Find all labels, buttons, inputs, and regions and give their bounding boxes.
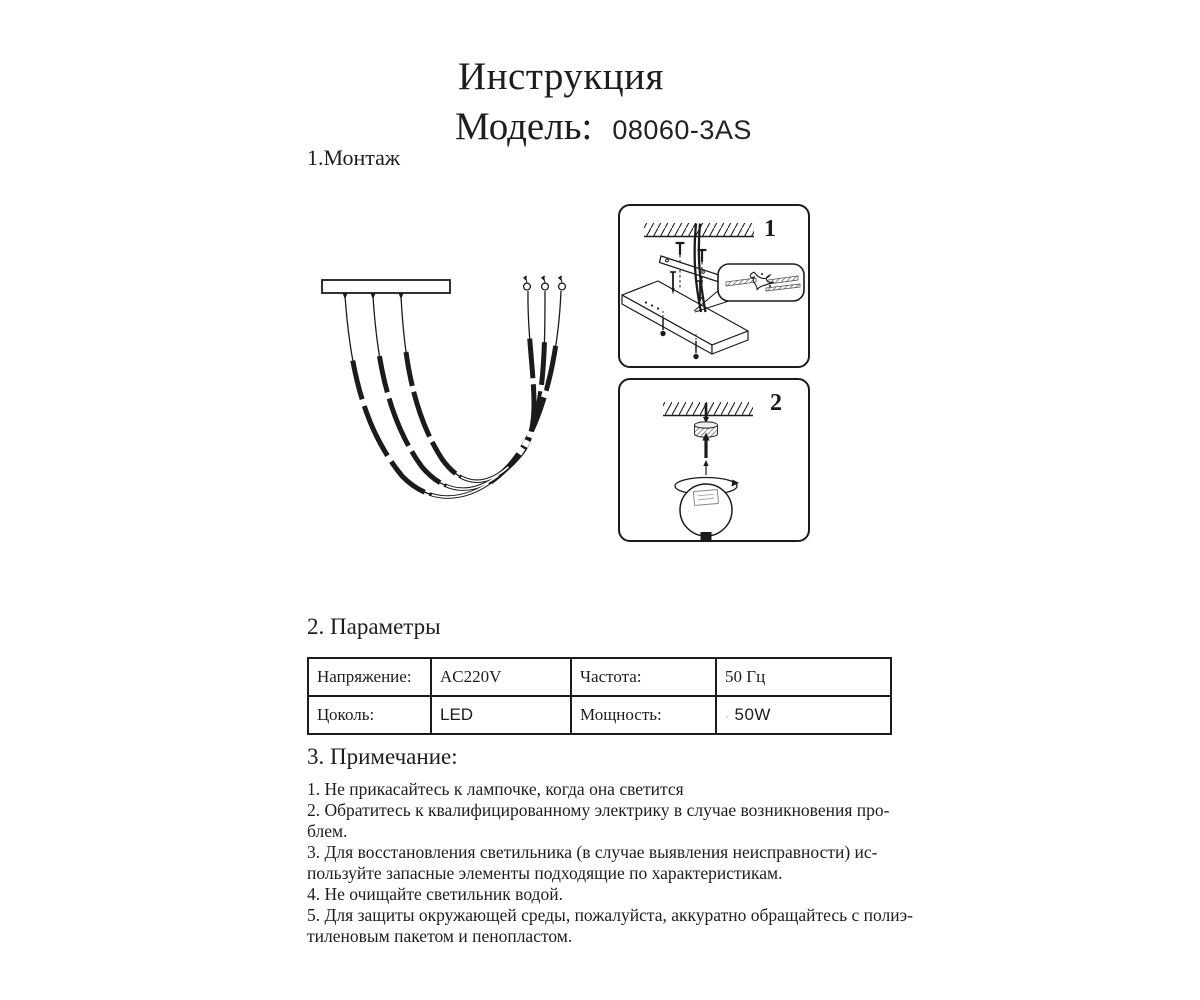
hanging-cables	[345, 291, 561, 497]
model-number: 08060-3AS	[612, 115, 752, 145]
table-cell-value	[716, 696, 891, 734]
page-title: Инструкция	[458, 55, 664, 98]
table-cell-label: Напряжение:	[308, 658, 431, 696]
note-line: пользуйте запасные элементы подходящие по характеристикам.	[307, 863, 783, 883]
table-cell-label: Цоколь:	[308, 696, 431, 734]
power-value: 50W	[734, 705, 771, 724]
cable-end-tips	[523, 276, 566, 290]
note-line: 4. Не очищайте светильник водой.	[307, 884, 563, 904]
note-line: тиленовым пакетом и пенопластом.	[307, 926, 573, 946]
section-heading-notes: 3. Примечание:	[307, 744, 458, 769]
note-line: блем.	[307, 821, 348, 841]
figure-2-number: 2	[770, 390, 782, 416]
pendant-lamp-drawing	[300, 255, 600, 510]
note-line: 2. Обратитесь к квалифицированному электрику в случае возникновения про-	[307, 800, 890, 820]
model-label: Модель:	[455, 105, 593, 148]
section-heading-parameters: 2. Параметры	[307, 614, 441, 639]
figure-2-bulb-diagram	[616, 376, 812, 544]
table-row	[308, 658, 891, 696]
bulb-label	[693, 489, 718, 505]
note-line: 3. Для восстановления светильника (в случае выявления неисправности) ис-	[307, 842, 878, 862]
table-cell-value: 50 Гц	[716, 658, 891, 696]
model-line	[455, 104, 752, 149]
table-cell-value: AC220V	[431, 658, 571, 696]
bulb-stem	[701, 532, 712, 541]
figure-1-number: 1	[764, 216, 776, 242]
ceiling-hatch	[663, 402, 753, 416]
note-line: 1. Не прикасайтесь к лампочке, когда она светится	[307, 779, 684, 799]
table-cell-label: Мощность:	[571, 696, 716, 734]
table-cell-label: Частота:	[571, 658, 716, 696]
table-cell-value: LED	[431, 696, 571, 734]
ceiling-plate	[322, 280, 450, 293]
note-line: 5. Для защиты окружающей среды, пожалуйста, аккуратно обращайтесь с полиэ-	[307, 905, 913, 925]
parameters-table	[307, 657, 892, 735]
figure-1-installation-diagram	[616, 202, 812, 370]
section-heading-montage: 1.Монтаж	[307, 145, 401, 170]
notes-list	[307, 779, 913, 947]
table-row	[308, 696, 891, 734]
power-mark: ·	[725, 709, 730, 723]
